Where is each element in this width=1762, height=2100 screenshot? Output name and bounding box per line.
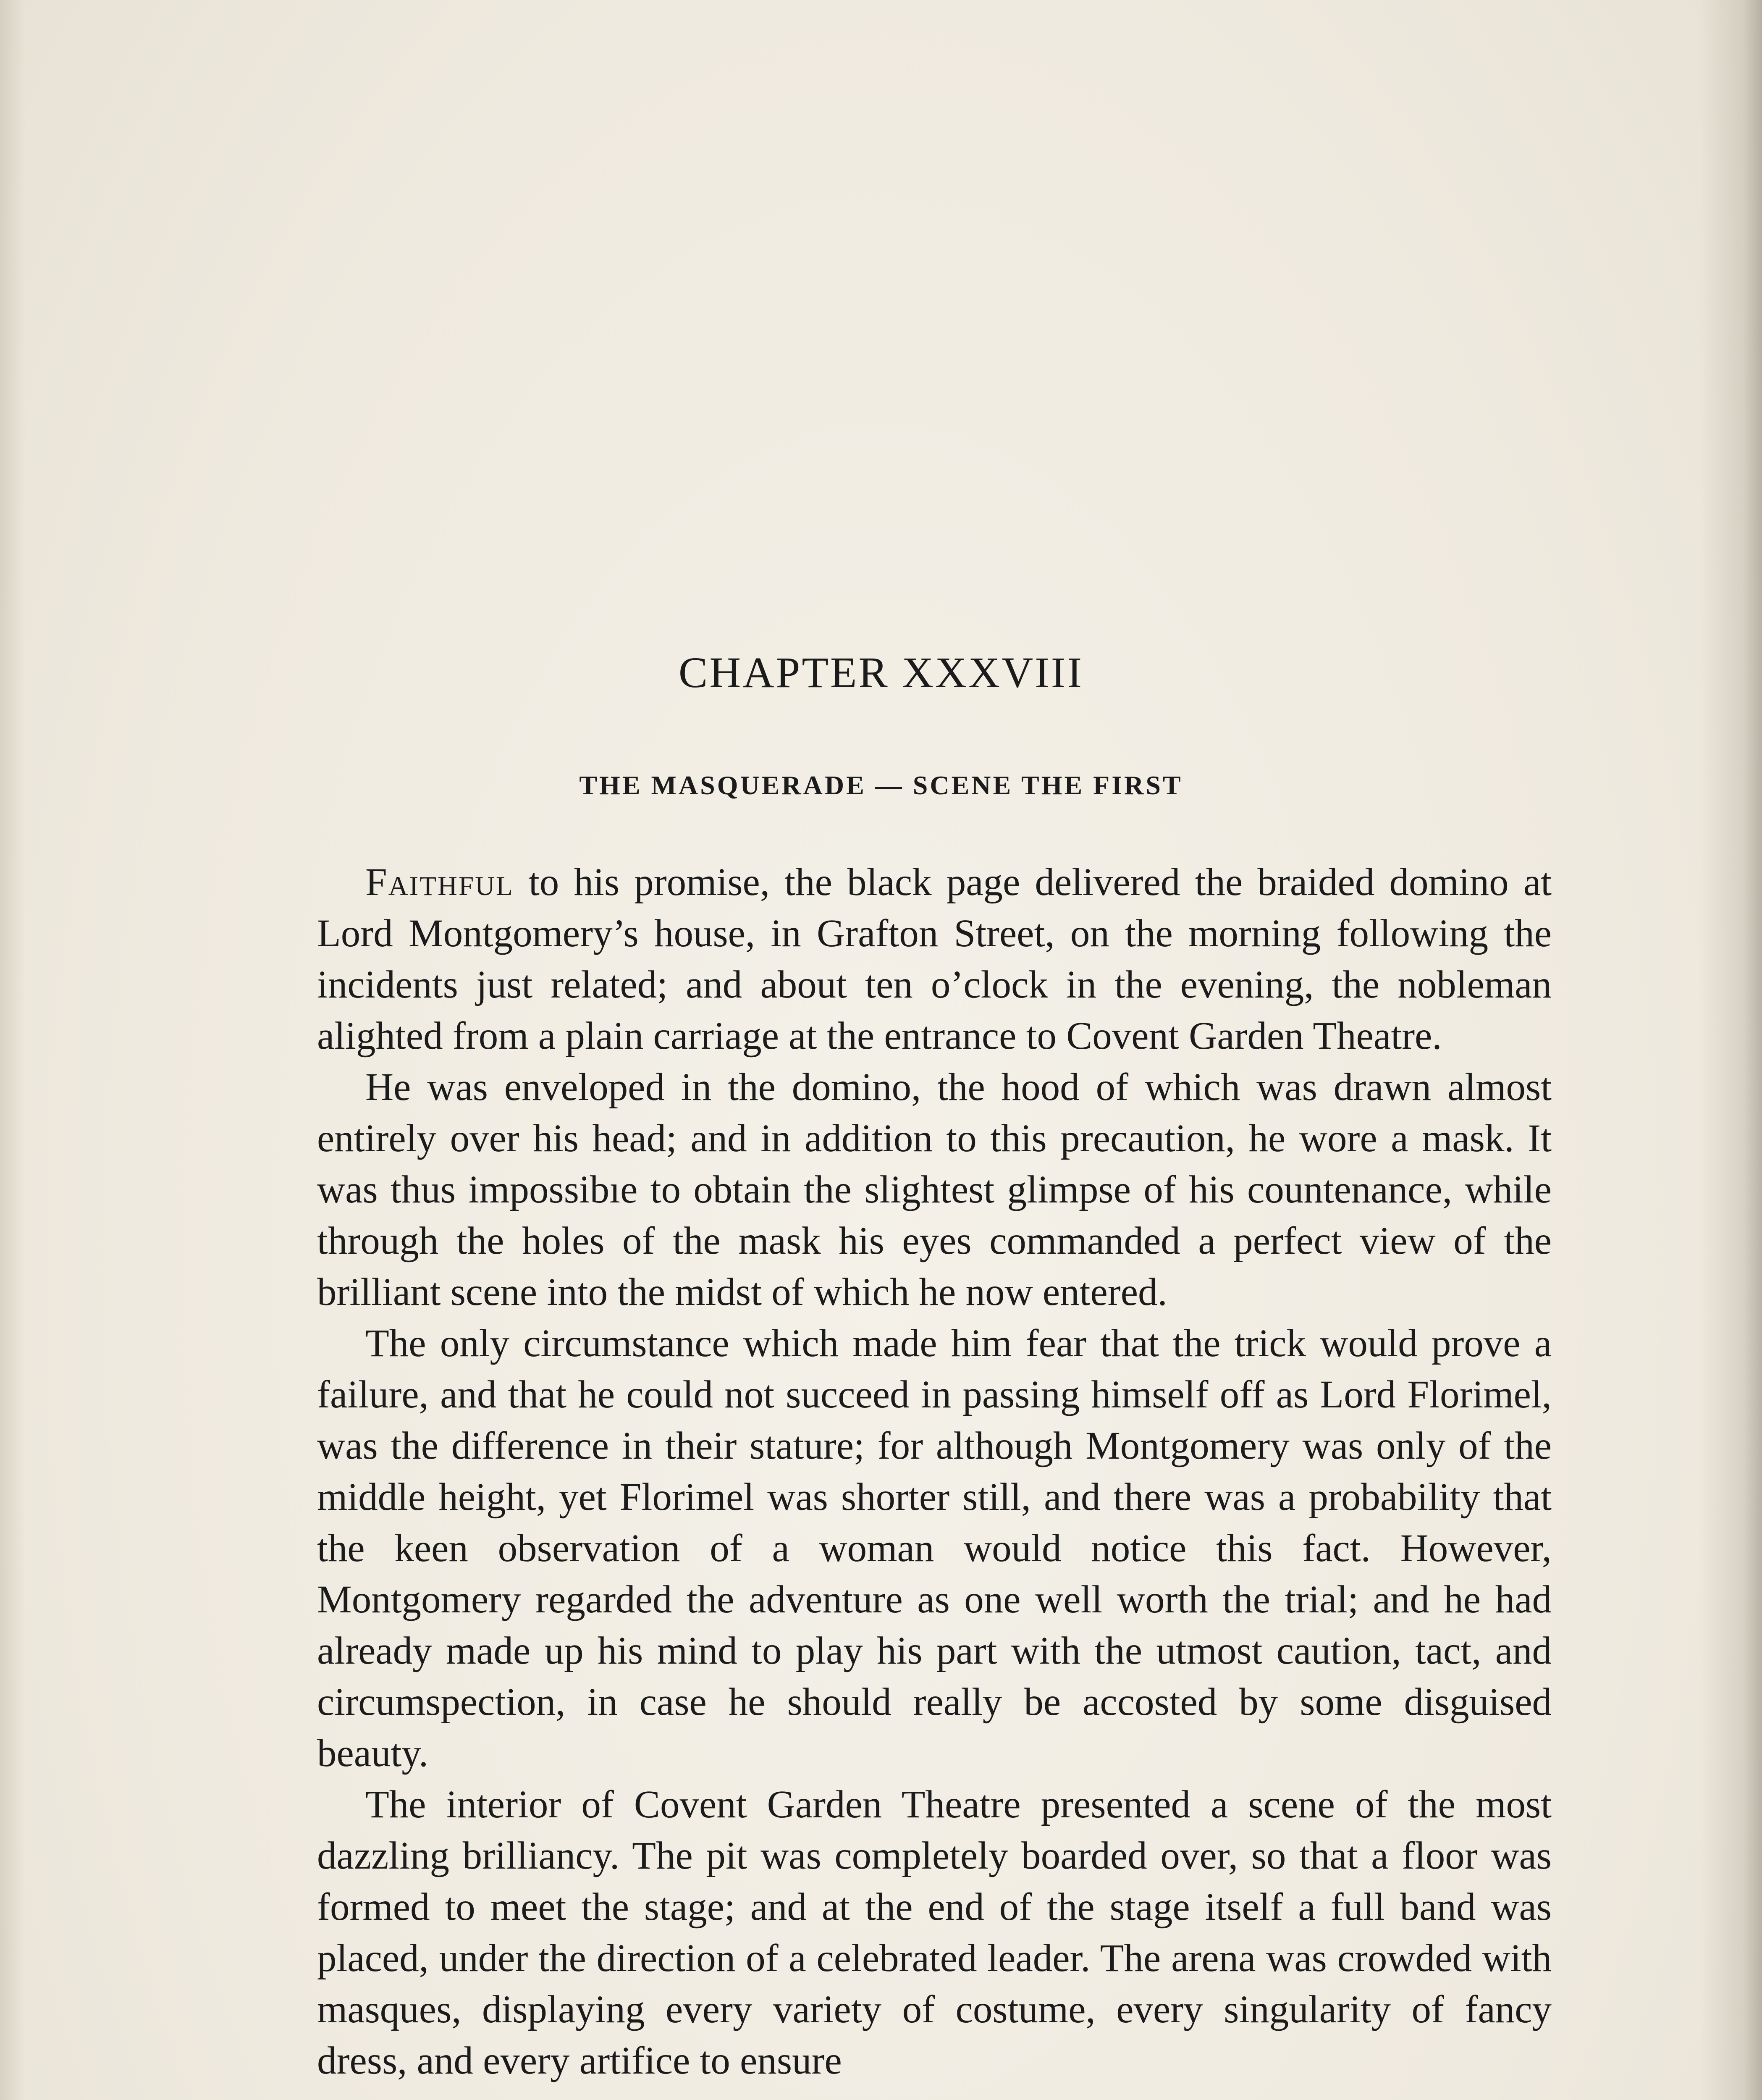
paragraph-3	[317, 1318, 1552, 1779]
paragraph-text: The only circumstance which made him fear that the trick would prove a failure, and that he could not succeed in passing himself off as Lord Florimel, was the difference in their stature; for although Montgomery was only of the middle height, yet Florimel was shorter still, and there was a probability that the keen observation of a woman would notice this fact. However, Montgomery regarded the adventure as one well worth the trial; and he had already made up his mind to play his part with the utmost caution, tact, and circumspection, in case he should really be accosted by some disguised beauty.	[317, 1322, 1552, 1775]
paragraph-4	[317, 1779, 1552, 2087]
page-edge	[0, 0, 25, 2100]
paragraph-text: The interior of Covent Garden Theatre presented a scene of the most dazzling brilliancy. The pit was completely boarded over, so that a floor was formed to meet the stage; and at the end of the stage itself a full band was placed, under the direction of a celebrated leader. The arena was crowded with masques, displaying every variety of costume, every singularity of fancy dress, and every artifice to ensure	[317, 1783, 1552, 2082]
chapter-subtitle: THE MASQUERADE — SCENE THE FIRST	[579, 770, 1183, 800]
paragraph-1	[317, 857, 1552, 1062]
body-text	[317, 857, 1552, 2087]
chapter-title: CHAPTER XXXVIII	[678, 648, 1084, 697]
spine-shadow	[1699, 0, 1762, 2100]
paragraph-text: He was enveloped in the domino, the hood of which was drawn almost entirely over his head; and in addition to this precaution, he wore a mask. It was thus impossibıe to obtain the slightest glimpse of his countenance, while through the holes of the mask his eyes commanded a perfect view of the brilliant scene into the midst of which he now entered.	[317, 1066, 1552, 1314]
paragraph-lead-word: Faithful	[365, 861, 514, 904]
paragraph-text: to his promise, the black page delivered the braided domino at Lord Montgomery’s house, in Grafton Street, on the morning following the incidents just related; and about ten o’clock in the evening, the nobleman alighted from a plain carriage at the entrance to Covent Garden Theatre.	[317, 861, 1552, 1058]
paragraph-2	[317, 1062, 1552, 1318]
